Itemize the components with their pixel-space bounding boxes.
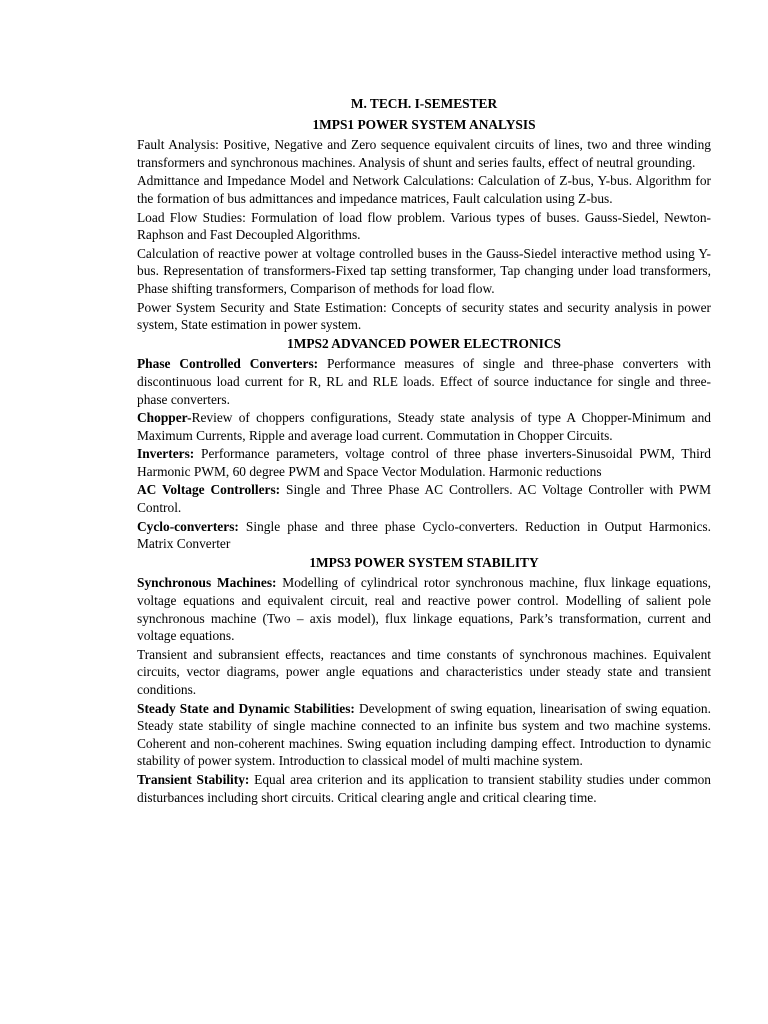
paragraph-text: Single phase and three phase Cyclo-converters. Reduction in Output Harmonics. Matrix Converter — [137, 518, 711, 552]
paragraph-lead: Synchronous Machines: — [137, 575, 277, 591]
paragraph-text: Modelling of cylindrical rotor synchronous machine, flux linkage equations, voltage equations and equivalent circuit, real and reactive power control. Modelling of salient pole synchronous machine (Two – axis model), flux linkage equations, Park’s transformation, current and voltage equations. — [137, 575, 711, 644]
paragraph-lead: Chopper- — [137, 410, 192, 426]
paragraph — [137, 771, 711, 806]
paragraph-lead: Cyclo-converters: — [137, 518, 239, 534]
paragraph-text: Calculation of reactive power at voltage controlled buses in the Gauss-Siedel interactive method using Y-bus. Representation of transformers-Fixed tap setting transformer, Tap changing under load transformers, Phase shifting transformers, Comparison of methods for load flow. — [137, 245, 711, 296]
paragraph-text: Development of swing equation, linearisation of swing equation. Steady state stability of single machine connected to an infinite bus system and two machine systems. Coherent and non-coherent machines. Swing equation including damping effect. Introduction to dynamic stability of power system. Introduction to classical model of multi machine system. — [137, 700, 711, 769]
paragraph — [137, 136, 711, 171]
section-heading: 1MPS2 ADVANCED POWER ELECTRONICS — [287, 335, 561, 351]
paragraph-text: Power System Security and State Estimation: Concepts of security states and security analysis in power system, State estimation in power system. — [137, 299, 711, 333]
paragraph — [137, 172, 711, 207]
paragraph — [137, 700, 711, 770]
paragraph-text: Fault Analysis: Positive, Negative and Zero sequence equivalent circuits of lines, two and three winding transformers and synchronous machines. Analysis of shunt and series faults, effect of neutral grounding. — [137, 137, 711, 170]
paragraph — [137, 299, 711, 334]
paragraph — [137, 646, 711, 699]
paragraph-text: Equal area criterion and its application to transient stability studies under common disturbances including short circuits. Critical clearing angle and critical clearing time. — [137, 771, 711, 805]
paragraph — [137, 445, 711, 480]
paragraph — [137, 355, 711, 408]
paragraph-text: Performance measures of single and three-phase converters with discontinuous load current for R, RL and RLE loads. Effect of source inductance for single and three-phase converters. — [137, 356, 712, 407]
paragraph-lead: Transient Stability: — [137, 771, 250, 787]
document-title: M. TECH. I-SEMESTER — [350, 96, 498, 111]
paragraph-lead: AC Voltage Controllers: — [137, 482, 281, 498]
paragraph-text: Admittance and Impedance Model and Network Calculations: Calculation of Z-bus, Y-bus. Algorithm for the formation of bus admittances and impedance matrices, Fault calculation using Z-bus. — [137, 173, 711, 206]
paragraph-text: Performance parameters, voltage control of three phase inverters-Sinusoidal PWM, Third Harmonic PWM, 60 degree PWM and Space Vector Modulation. Harmonic reductions — [137, 446, 711, 479]
paragraph — [137, 245, 711, 298]
paragraph — [137, 409, 711, 444]
paragraph-text: Transient and subransient effects, reactances and time constants of synchronous machines. Equivalent circuits, vector diagrams, power angle equations and characteristics under steady state and transient conditions. — [137, 646, 711, 697]
paragraph — [137, 574, 711, 644]
paragraph-text: Review of choppers configurations, Steady state analysis of type A Chopper-Minimum and Maximum Currents, Ripple and average load current. Commutation in Chopper Circuits. — [137, 410, 711, 443]
section-heading: 1MPS3 POWER SYSTEM STABILITY — [309, 554, 539, 570]
paragraph — [137, 481, 711, 516]
paragraph — [137, 518, 711, 553]
section-heading: 1MPS1 POWER SYSTEM ANALYSIS — [312, 116, 536, 132]
paragraph-lead: Phase Controlled Converters: — [137, 356, 319, 372]
paragraph — [137, 209, 711, 244]
paragraph-text: Single and Three Phase AC Controllers. AC Voltage Controller with PWM Control. — [137, 482, 711, 516]
paragraph-lead: Steady State and Dynamic Stabilities: — [137, 700, 355, 716]
paragraph-lead: Inverters: — [137, 446, 195, 462]
paragraph-text: Load Flow Studies: Formulation of load flow problem. Various types of buses. Gauss-Siedel, Newton-Raphson and Fast Decoupled Algorithms. — [137, 209, 711, 243]
